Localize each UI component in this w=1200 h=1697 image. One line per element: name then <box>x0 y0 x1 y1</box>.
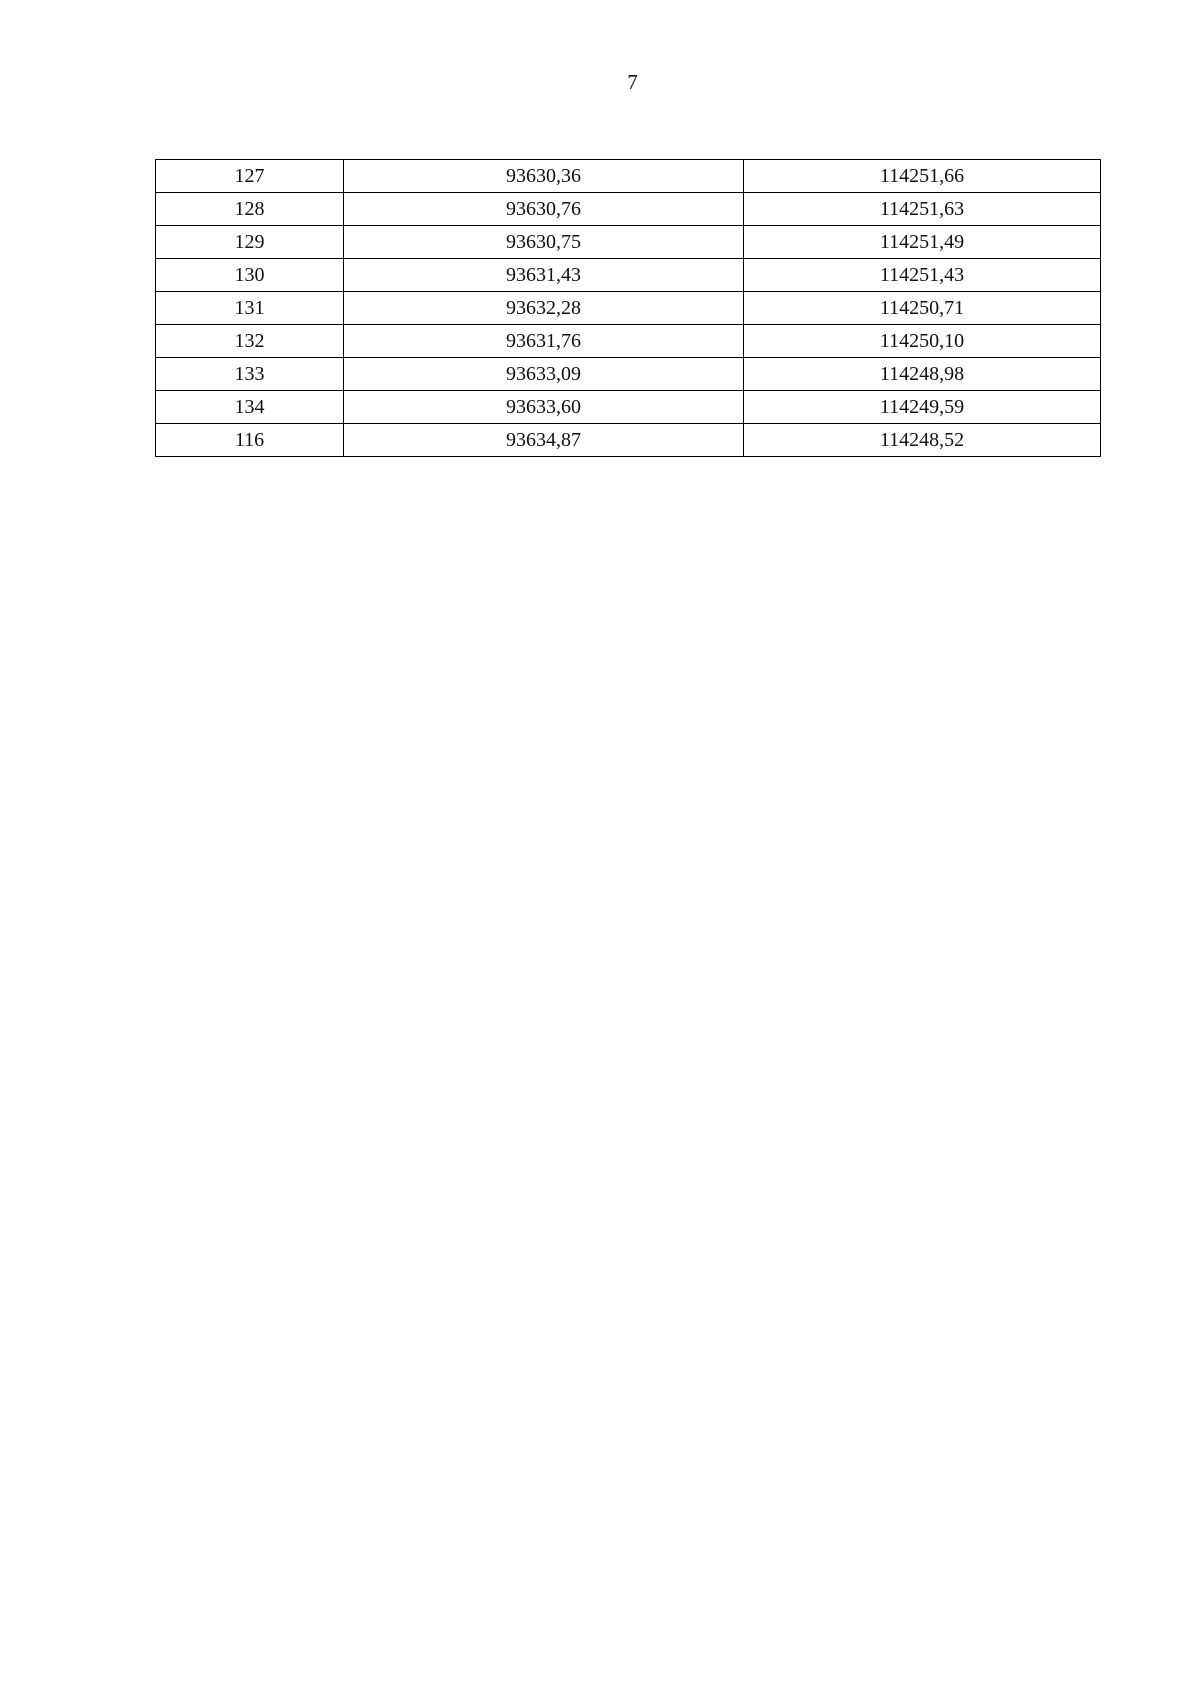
x-coordinate-cell: 93631,76 <box>344 325 744 358</box>
y-coordinate-cell: 114250,10 <box>744 325 1101 358</box>
y-coordinate-cell: 114251,49 <box>744 226 1101 259</box>
y-coordinate-cell: 114251,43 <box>744 259 1101 292</box>
y-coordinate-cell: 114248,52 <box>744 424 1101 457</box>
table-row <box>156 226 1101 259</box>
point-number-cell: 116 <box>156 424 344 457</box>
x-coordinate-cell: 93632,28 <box>344 292 744 325</box>
y-coordinate-cell: 114250,71 <box>744 292 1101 325</box>
point-number-cell: 127 <box>156 160 344 193</box>
table-row <box>156 325 1101 358</box>
table-row <box>156 259 1101 292</box>
y-coordinate-cell: 114249,59 <box>744 391 1101 424</box>
y-coordinate-cell: 114251,66 <box>744 160 1101 193</box>
point-number-cell: 129 <box>156 226 344 259</box>
x-coordinate-cell: 93633,60 <box>344 391 744 424</box>
x-coordinate-cell: 93630,76 <box>344 193 744 226</box>
coordinates-table <box>155 159 1101 457</box>
page-number: 7 <box>627 70 638 94</box>
point-number-cell: 128 <box>156 193 344 226</box>
table-row <box>156 358 1101 391</box>
table-row <box>156 424 1101 457</box>
table-row <box>156 193 1101 226</box>
point-number-cell: 132 <box>156 325 344 358</box>
table-row <box>156 391 1101 424</box>
point-number-cell: 133 <box>156 358 344 391</box>
point-number-cell: 130 <box>156 259 344 292</box>
x-coordinate-cell: 93633,09 <box>344 358 744 391</box>
x-coordinate-cell: 93634,87 <box>344 424 744 457</box>
point-number-cell: 134 <box>156 391 344 424</box>
x-coordinate-cell: 93630,75 <box>344 226 744 259</box>
y-coordinate-cell: 114248,98 <box>744 358 1101 391</box>
table-row <box>156 292 1101 325</box>
table-row <box>156 160 1101 193</box>
x-coordinate-cell: 93631,43 <box>344 259 744 292</box>
x-coordinate-cell: 93630,36 <box>344 160 744 193</box>
y-coordinate-cell: 114251,63 <box>744 193 1101 226</box>
point-number-cell: 131 <box>156 292 344 325</box>
